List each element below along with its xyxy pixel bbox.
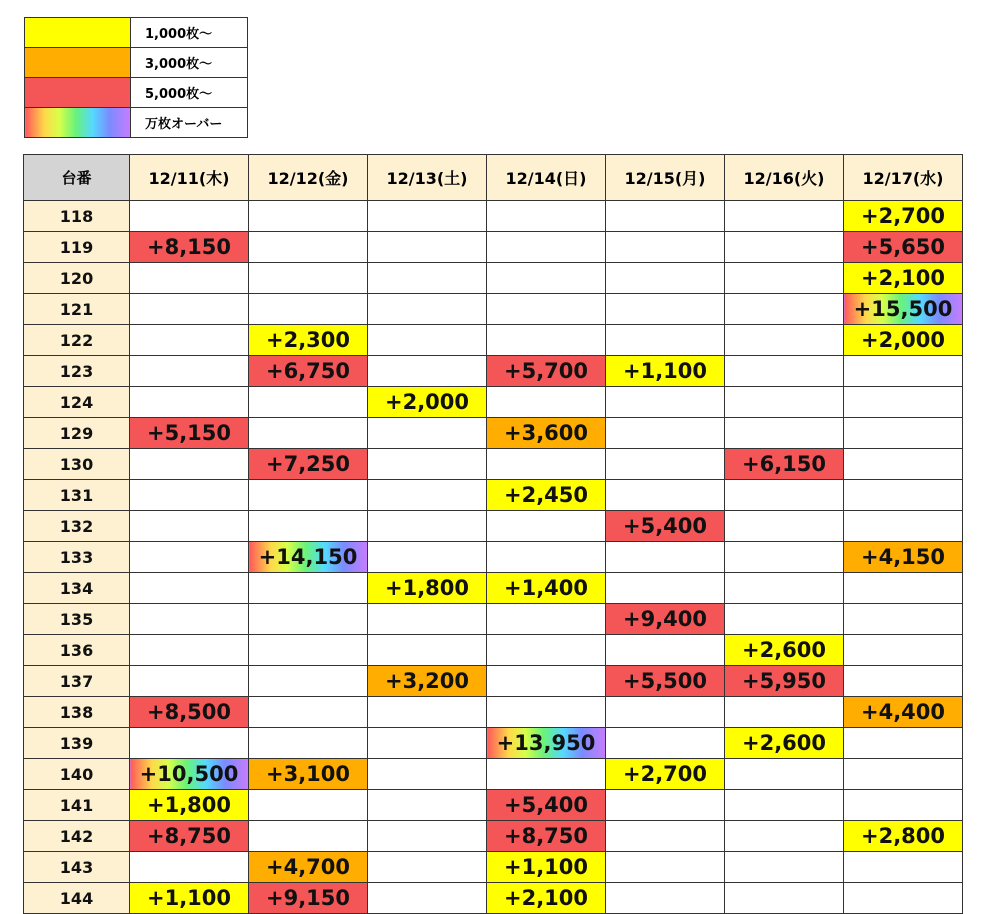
result-cell: +5,400 — [606, 511, 725, 542]
machine-number: 139 — [24, 728, 130, 759]
header-row — [24, 155, 963, 201]
result-cell — [249, 573, 368, 604]
result-cell — [844, 573, 963, 604]
result-cell — [249, 418, 368, 449]
result-cell — [844, 790, 963, 821]
machine-number: 122 — [24, 325, 130, 356]
table-row — [24, 821, 963, 852]
result-cell — [249, 604, 368, 635]
result-cell — [606, 821, 725, 852]
result-cell — [844, 511, 963, 542]
result-cell — [368, 790, 487, 821]
result-cell — [368, 728, 487, 759]
result-cell — [725, 294, 844, 325]
result-cell: +6,150 — [725, 449, 844, 480]
result-cell: +2,000 — [368, 387, 487, 418]
result-cell — [725, 542, 844, 573]
result-cell — [606, 232, 725, 263]
result-cell — [725, 356, 844, 387]
result-cell — [368, 263, 487, 294]
legend-label: 万枚オーバー — [131, 108, 248, 138]
result-cell — [368, 511, 487, 542]
result-cell — [725, 325, 844, 356]
table-row — [24, 232, 963, 263]
machine-number: 144 — [24, 883, 130, 914]
result-cell: +13,950 — [487, 728, 606, 759]
result-cell — [487, 542, 606, 573]
result-cell — [487, 449, 606, 480]
result-cell: +2,100 — [844, 263, 963, 294]
result-cell: +2,700 — [844, 201, 963, 232]
table-row — [24, 666, 963, 697]
result-cell: +5,150 — [130, 418, 249, 449]
result-cell — [130, 480, 249, 511]
result-cell: +2,700 — [606, 759, 725, 790]
result-cell: +8,750 — [130, 821, 249, 852]
table-row — [24, 728, 963, 759]
result-cell — [487, 232, 606, 263]
result-cell — [487, 759, 606, 790]
result-cell — [249, 635, 368, 666]
result-cell — [368, 201, 487, 232]
result-cell: +1,100 — [487, 852, 606, 883]
machine-number: 132 — [24, 511, 130, 542]
result-cell — [844, 728, 963, 759]
result-cell — [368, 356, 487, 387]
legend-row — [25, 48, 248, 78]
table-row — [24, 387, 963, 418]
results-table — [23, 154, 963, 914]
result-cell — [368, 883, 487, 914]
machine-number: 123 — [24, 356, 130, 387]
table-row — [24, 573, 963, 604]
result-cell: +7,250 — [249, 449, 368, 480]
machine-number: 121 — [24, 294, 130, 325]
result-cell — [487, 635, 606, 666]
result-cell — [606, 790, 725, 821]
result-cell — [606, 728, 725, 759]
result-cell — [844, 387, 963, 418]
result-cell: +5,400 — [487, 790, 606, 821]
result-cell: +2,600 — [725, 635, 844, 666]
table-row — [24, 604, 963, 635]
machine-number-header: 台番 — [24, 155, 130, 201]
result-cell — [249, 728, 368, 759]
result-cell — [487, 201, 606, 232]
result-cell — [606, 542, 725, 573]
result-cell — [130, 666, 249, 697]
date-header: 12/12(金) — [249, 155, 368, 201]
result-cell: +2,100 — [487, 883, 606, 914]
result-cell — [725, 480, 844, 511]
result-cell: +5,700 — [487, 356, 606, 387]
result-cell: +2,450 — [487, 480, 606, 511]
table-row — [24, 263, 963, 294]
legend-row — [25, 78, 248, 108]
result-cell — [725, 759, 844, 790]
result-cell — [368, 294, 487, 325]
table-row — [24, 883, 963, 914]
result-cell — [130, 511, 249, 542]
result-cell — [606, 852, 725, 883]
table-row — [24, 852, 963, 883]
result-cell — [725, 232, 844, 263]
result-cell — [487, 294, 606, 325]
result-cell — [130, 604, 249, 635]
result-cell: +8,750 — [487, 821, 606, 852]
table-row — [24, 325, 963, 356]
result-cell — [368, 542, 487, 573]
result-cell — [606, 387, 725, 418]
result-cell — [368, 759, 487, 790]
result-cell — [487, 387, 606, 418]
result-cell — [130, 542, 249, 573]
result-cell — [844, 883, 963, 914]
table-row — [24, 449, 963, 480]
result-cell — [606, 573, 725, 604]
result-cell — [844, 449, 963, 480]
legend-label: 5,000枚～ — [131, 78, 248, 108]
result-cell — [725, 511, 844, 542]
result-cell — [249, 790, 368, 821]
result-cell — [249, 697, 368, 728]
table-row — [24, 697, 963, 728]
date-header: 12/11(木) — [130, 155, 249, 201]
result-cell — [249, 232, 368, 263]
result-cell — [487, 511, 606, 542]
result-cell: +5,950 — [725, 666, 844, 697]
result-cell — [725, 418, 844, 449]
result-cell — [368, 852, 487, 883]
machine-number: 142 — [24, 821, 130, 852]
result-cell: +8,500 — [130, 697, 249, 728]
result-cell — [606, 883, 725, 914]
result-cell — [606, 201, 725, 232]
machine-number: 131 — [24, 480, 130, 511]
result-cell — [368, 418, 487, 449]
date-header: 12/14(日) — [487, 155, 606, 201]
result-cell — [130, 201, 249, 232]
date-header: 12/16(火) — [725, 155, 844, 201]
result-cell: +1,800 — [130, 790, 249, 821]
legend-body — [25, 18, 248, 138]
result-cell: +10,500 — [130, 759, 249, 790]
result-cell — [725, 852, 844, 883]
result-cell — [368, 604, 487, 635]
result-cell: +2,600 — [725, 728, 844, 759]
result-cell — [130, 387, 249, 418]
result-cell — [606, 635, 725, 666]
result-cell — [249, 821, 368, 852]
legend-swatch — [25, 78, 131, 108]
result-cell: +9,150 — [249, 883, 368, 914]
result-cell — [368, 325, 487, 356]
result-cell: +15,500 — [844, 294, 963, 325]
legend-swatch — [25, 48, 131, 78]
machine-number: 135 — [24, 604, 130, 635]
legend-label: 3,000枚～ — [131, 48, 248, 78]
result-cell — [844, 604, 963, 635]
machine-number: 120 — [24, 263, 130, 294]
result-cell — [249, 511, 368, 542]
result-cell: +4,150 — [844, 542, 963, 573]
result-cell — [844, 480, 963, 511]
table-row — [24, 480, 963, 511]
result-cell: +1,800 — [368, 573, 487, 604]
machine-number: 141 — [24, 790, 130, 821]
date-header: 12/13(土) — [368, 155, 487, 201]
result-cell: +5,650 — [844, 232, 963, 263]
table-row — [24, 759, 963, 790]
legend-swatch — [25, 18, 131, 48]
machine-number: 133 — [24, 542, 130, 573]
result-cell: +4,400 — [844, 697, 963, 728]
result-cell — [725, 883, 844, 914]
table-row — [24, 418, 963, 449]
legend-label: 1,000枚～ — [131, 18, 248, 48]
result-cell: +5,500 — [606, 666, 725, 697]
result-cell — [725, 263, 844, 294]
table-row — [24, 790, 963, 821]
result-cell: +8,150 — [130, 232, 249, 263]
result-cell — [130, 449, 249, 480]
machine-number: 129 — [24, 418, 130, 449]
table-row — [24, 356, 963, 387]
machine-number: 138 — [24, 697, 130, 728]
result-cell — [844, 666, 963, 697]
result-cell — [130, 356, 249, 387]
result-cell — [725, 201, 844, 232]
result-cell — [487, 666, 606, 697]
result-cell — [368, 232, 487, 263]
result-cell — [606, 697, 725, 728]
result-cell — [606, 263, 725, 294]
result-cell — [606, 294, 725, 325]
result-cell: +2,000 — [844, 325, 963, 356]
result-cell — [487, 325, 606, 356]
result-cell: +1,100 — [606, 356, 725, 387]
result-cell — [844, 759, 963, 790]
table-row — [24, 635, 963, 666]
result-cell — [368, 449, 487, 480]
result-cell — [368, 635, 487, 666]
machine-number: 119 — [24, 232, 130, 263]
table-row — [24, 294, 963, 325]
result-cell — [130, 635, 249, 666]
result-cell — [249, 387, 368, 418]
result-cell — [725, 821, 844, 852]
result-cell — [844, 635, 963, 666]
result-cell: +3,100 — [249, 759, 368, 790]
result-cell — [844, 418, 963, 449]
result-cell — [487, 263, 606, 294]
result-cell — [844, 852, 963, 883]
result-cell — [725, 790, 844, 821]
result-cell — [487, 697, 606, 728]
table-row — [24, 511, 963, 542]
result-cell: +9,400 — [606, 604, 725, 635]
result-cell — [249, 201, 368, 232]
legend-swatch — [25, 108, 131, 138]
result-cell: +3,600 — [487, 418, 606, 449]
legend-table — [24, 17, 248, 138]
result-cell: +14,150 — [249, 542, 368, 573]
date-header: 12/15(月) — [606, 155, 725, 201]
result-cell — [368, 697, 487, 728]
result-cell: +1,400 — [487, 573, 606, 604]
result-cell — [725, 697, 844, 728]
machine-number: 140 — [24, 759, 130, 790]
machine-number: 137 — [24, 666, 130, 697]
result-cell — [487, 604, 606, 635]
result-cell — [130, 325, 249, 356]
machine-number: 143 — [24, 852, 130, 883]
result-cell — [844, 356, 963, 387]
result-cell — [725, 604, 844, 635]
result-cell — [368, 480, 487, 511]
result-cell — [606, 418, 725, 449]
machine-number: 136 — [24, 635, 130, 666]
legend-row — [25, 108, 248, 138]
result-cell — [249, 666, 368, 697]
result-cell — [130, 573, 249, 604]
result-cell: +2,800 — [844, 821, 963, 852]
table-row — [24, 542, 963, 573]
result-cell: +2,300 — [249, 325, 368, 356]
result-cell: +4,700 — [249, 852, 368, 883]
result-cell — [130, 263, 249, 294]
result-cell: +3,200 — [368, 666, 487, 697]
machine-number: 130 — [24, 449, 130, 480]
result-cell — [725, 387, 844, 418]
result-cell — [249, 263, 368, 294]
table-row — [24, 201, 963, 232]
result-cell — [249, 294, 368, 325]
result-cell — [606, 480, 725, 511]
result-cell — [368, 821, 487, 852]
result-cell — [249, 480, 368, 511]
machine-number: 124 — [24, 387, 130, 418]
table-body — [24, 201, 963, 914]
result-cell: +1,100 — [130, 883, 249, 914]
legend-row — [25, 18, 248, 48]
date-header: 12/17(水) — [844, 155, 963, 201]
result-cell — [606, 449, 725, 480]
machine-number: 118 — [24, 201, 130, 232]
result-cell — [606, 325, 725, 356]
result-cell — [130, 294, 249, 325]
result-cell: +6,750 — [249, 356, 368, 387]
result-cell — [130, 728, 249, 759]
machine-number: 134 — [24, 573, 130, 604]
result-cell — [725, 573, 844, 604]
result-cell — [130, 852, 249, 883]
